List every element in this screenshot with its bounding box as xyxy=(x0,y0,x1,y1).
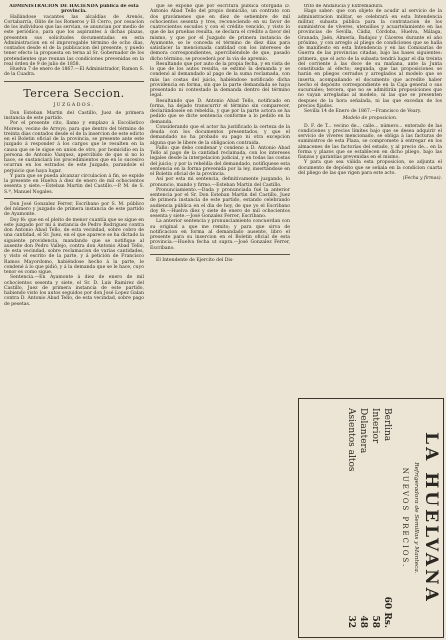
ad-prices-label: NUEVOS PRECIOS. xyxy=(401,467,409,569)
ad-price-row xyxy=(345,408,357,628)
col3-para-5: Y para que sea válida esta proposicion, se adjunta el documento de depósito que se señala en la condicion cuarta del pliego de las que rigen para este acto. xyxy=(298,160,442,176)
ad-row-value: 58 xyxy=(370,615,380,628)
divider xyxy=(4,81,144,82)
ad-row-name: Berlina xyxy=(382,408,392,442)
ad-price-row xyxy=(357,408,369,628)
ad-row-name: Interior xyxy=(370,408,380,444)
column-3 xyxy=(298,4,442,400)
date-signature: (Fecha y firmas). xyxy=(402,176,442,181)
ad-row-name: Delantera xyxy=(358,408,368,454)
column-2 xyxy=(150,4,290,640)
notary-intro: Don José Gonzalez Ferrer, Escribano por S. M. público del número y juzgado de primera instancia de este partido de Ayamonte. xyxy=(4,201,144,218)
col2-para-2: Resultando que por auto de la propia fecha, y en vista de lo que de los autos resulta, se estimó la demanda y se condenó al demandado al pago de la suma reclamada, con más las costas del juicio, habiéndose notificado dicha providencia en forma, sin que la parte demandada se haya presentado ni contestado la demanda dentro del término legal. xyxy=(150,61,290,99)
col2-para-9: El Intendente de Ejercito del Dis- xyxy=(156,257,234,263)
col3-para-2: Hago saber: que con objeto de acudir al servicio de la administracion militar, se celebrará en esta Intendencia militar, subasta pública para la contratacion de los suministros de víveres, utensilios y acuartelamiento en las provincias de Sevilla, Cádiz, Córdoba, Huelva, Málaga, Granada, Jaén, Almería, Badajoz y Cáceres durante el año próximo, y con arreglo al pliego de condiciones que se halla de manifiesto en esta Intendencia y en las Comisarías de Guerra de las provincias citadas, bajo las bases siguientes: primera, que el acto de la subasta tendrá lugar el dia treinta del corriente á las doce de su mañana, ante la Junta constituida al efecto; segunda, que las proposiciones se harán en pliegos cerrados y arreglados al modelo que se inserta, acompañando el documento que acredite haber hecho el depósito correspondiente en la Caja general o sus sucursales; tercera, que no se admitirán proposiciones que no vayan arregladas al modelo, ni las que se presenten despues de la hora señalada, ni las que excedan de los precios fijados. xyxy=(298,9,442,109)
col2-para-4: Considerando que el actor ha justificado la certeza de la deuda con los documentos presentados, y que el demandado no ha probado su pago ni otra excepcion alguna que le libere de la obligacion contraida. xyxy=(150,124,290,146)
col3-para-3: Sevilla 14 de Enero de 1867.—Francisco de Veary. xyxy=(304,109,422,114)
summons-closing: Y para que se pueda alcanzar circulacion á fin, se expide la presente en Huelva á diez de enero de mil ochocientos sesenta y siete.—Esteban Martin del Castillo.—P. M. de S. S.ª, Manuel Nogales. xyxy=(4,173,144,195)
summons-text: Por el presente cito, llamo y emplazo á Escolástico Moreno, vecino de Arroyo, para que dentro del término de treinta dias contados desde el de la insercion de este edicto en el Boletin oficial de la provincia, se presente ante este juzgado á responder á los cargos que le resulten en la causa que se le sigue en union de otro, por homicidio en la persona de Antonio Vazquez, apercibido de que si no lo hace, se sustanciará los procedimientos que en lo sucesivo ocurran en los estrados de este Juzgado, parandole el perjuicio que haya lugar. xyxy=(4,121,144,174)
col2-para-3: Resultando que D. Antonio Abad Tello, notificado en forma, ha dejado transcurrir el término sin comparecer, declarándosele en rebeldía, y que por la parte actora se ha pedido que se dicte sentencia conforme a lo pedido en la demanda. xyxy=(150,98,290,125)
section-title: Tercera Seccion. xyxy=(23,86,125,100)
divider xyxy=(150,254,290,255)
ad-row-name: Asientos altos xyxy=(346,408,356,472)
col2-para-8: La anterior sentencia y pronunciamiento concuerdan con su original a que me remito; y para que sirva de notificacion en forma al demandado ausente, libro el presente para su insercion en el Boletin oficial de esta provincia.—Huelva fecha ut supra.—José Gonzalez Ferrer, Escribano. xyxy=(150,219,290,251)
ad-row-value: 60 Rs. xyxy=(382,596,392,628)
divider xyxy=(4,198,144,199)
column-1 xyxy=(4,4,144,640)
ad-title: LA HUELVANA xyxy=(421,432,441,604)
section-subtitle: JUZGADOS. xyxy=(53,102,95,108)
admin-notice: Hallándose vacantes las alcaldías de Arenós, Cortabarría, Olite de los Romeros y El Cerro, por cesacion de los individuos que las servian, se anuncian por medio de este periódico, para que los aspirantes á dichas plazas, presenten sus solicitudes documentadas en esta Administracion en el improrogable término de ocho dias, contados desde el de la publicacion del presente, y puedo tener efecto la propuesta en terna al Sr. Gobernador de los pretendientes que reunan las condiciones prevenidas en la real órden de 9 de julio de 1858. xyxy=(4,14,144,67)
judge-intro: Don Esteban Martin del Castillo, Juez de primera instancia de este partido. xyxy=(4,110,144,121)
ad-price-list xyxy=(345,408,393,628)
model-title: Modelo de proposicion. xyxy=(342,116,398,122)
sentence-text: Sentencia.—En Ayamonte á diez de enero de mil ochocientos sesenta y siete, el Sr. D. Luis Ramirez del Castillo, Juez de primera instancia de este partido, habiendo visto los autos seguidos por don José Lopez Galan contra D. Antonio Abad Tello, de esta vecindad, sobre pago de pesetas. xyxy=(4,275,144,307)
col2-para-1: que se expone que por escritura pública otorgada D. Antonio Abad Tello del propio domicilio, un contrato con dos gravámenes que en diez de setiembre de mil ochocientos sesenta y tres, reconociendo en su favor de cuatrocientos escudos y con el crédito vencido, y visto lo que de las pruebas resulta, se declara el crédito a favor del mismo, y que por el Juzgado de primera instancia de Ayamonte, se le conceda el término de diez dias para satisfacer la mencionada cantidad con los intereses de demora correspondientes, apercibiéndole de que, pasado dicho término, se procederá por la via de apremio. xyxy=(150,4,290,62)
notary-text: Doy fé: que en el pleito de menor cuantía que se sigue en este juzgado por mí á instancia de Pedro Rodriguez contra don Antonio Abad Tello, de esta vecindad, sobre cobro de una cantidad, el Sr. Juez, en el que aparece se ha dictado la siguiente providencia, mandando que se notifique al ausente don Pedro Vallejo, contra don Antonio Abad Tello, de esta vecindad, sobre reclamacion de varias cantidades, y visto el escrito de la parte, y á petición de Francisco Ramos Mayordomo, habiéndose hecho á la parte, le condené á lo que pidió, y á la demanda que se le hace, cuyo tenor es como sigue. xyxy=(4,217,144,275)
advertisement-rotated xyxy=(301,402,441,634)
col2-para-7: Pronunciamiento.—Dada y pronunciada fué la anterior sentencia por el Sr. Don Esteban Martin del Castillo, Juez de primera instancia de este partido, estando celebrando audiencia pública en el dia de hoy, de que yo el Escribano doy fé.—Huelva diez y siete de enero de mil ochocientos sesenta y siete.—José Gonzalez Ferrer, Escribano. xyxy=(150,187,290,219)
ad-row-value: 32 xyxy=(346,615,356,628)
col2-para-5: Fallo: que debo condenar y condeno a D. Antonio Abad Tello al pago de la cantidad reclamada, con los intereses legales desde la interpelacion judicial, y en todas las costas del juicio; y por la rebeldía del demandado, notifíquese esta sentencia en la forma prevenida por la ley, insertándose en el Boletin oficial de la provincia. xyxy=(150,145,290,177)
admin-heading: ADMINISTRACION DE HACIENDA pública de esta provincia. xyxy=(9,4,139,15)
admin-signature: Huelva 7 de enero de 1867.—El Administrador, Ramon S. de la Cuadra. xyxy=(4,67,144,78)
col3-para-4: D. F. de T... vecino de... calle... número... enterado de las condiciones y precios límites bajo que se desea adquirir el servicio de víveres mencionado, se obliga á las facturas de suministros de esta Plaza, se compromete á entregar en los almacenes de las factorías del estado, y al precio de... en la forma y plazos que se establecen en dicho pliego, bajo las fianzas y garantías prevenidas en el mismo. xyxy=(298,123,442,160)
ad-subtitle: Refrigeradora de Semillas y Manteca. xyxy=(413,462,419,574)
ad-row-value: 48 xyxy=(358,615,368,628)
ad-price-row xyxy=(369,408,381,628)
col3-para-1: trito de Andalucía y Extremadura. xyxy=(304,4,384,9)
advertisement-box xyxy=(298,398,444,638)
ad-price-row xyxy=(381,408,393,628)
col2-para-6: Así por esta mi sentencia, definitivamente juzgando, lo pronuncio, mando y firmo.—Esteban Martin del Castillo. xyxy=(150,177,290,188)
